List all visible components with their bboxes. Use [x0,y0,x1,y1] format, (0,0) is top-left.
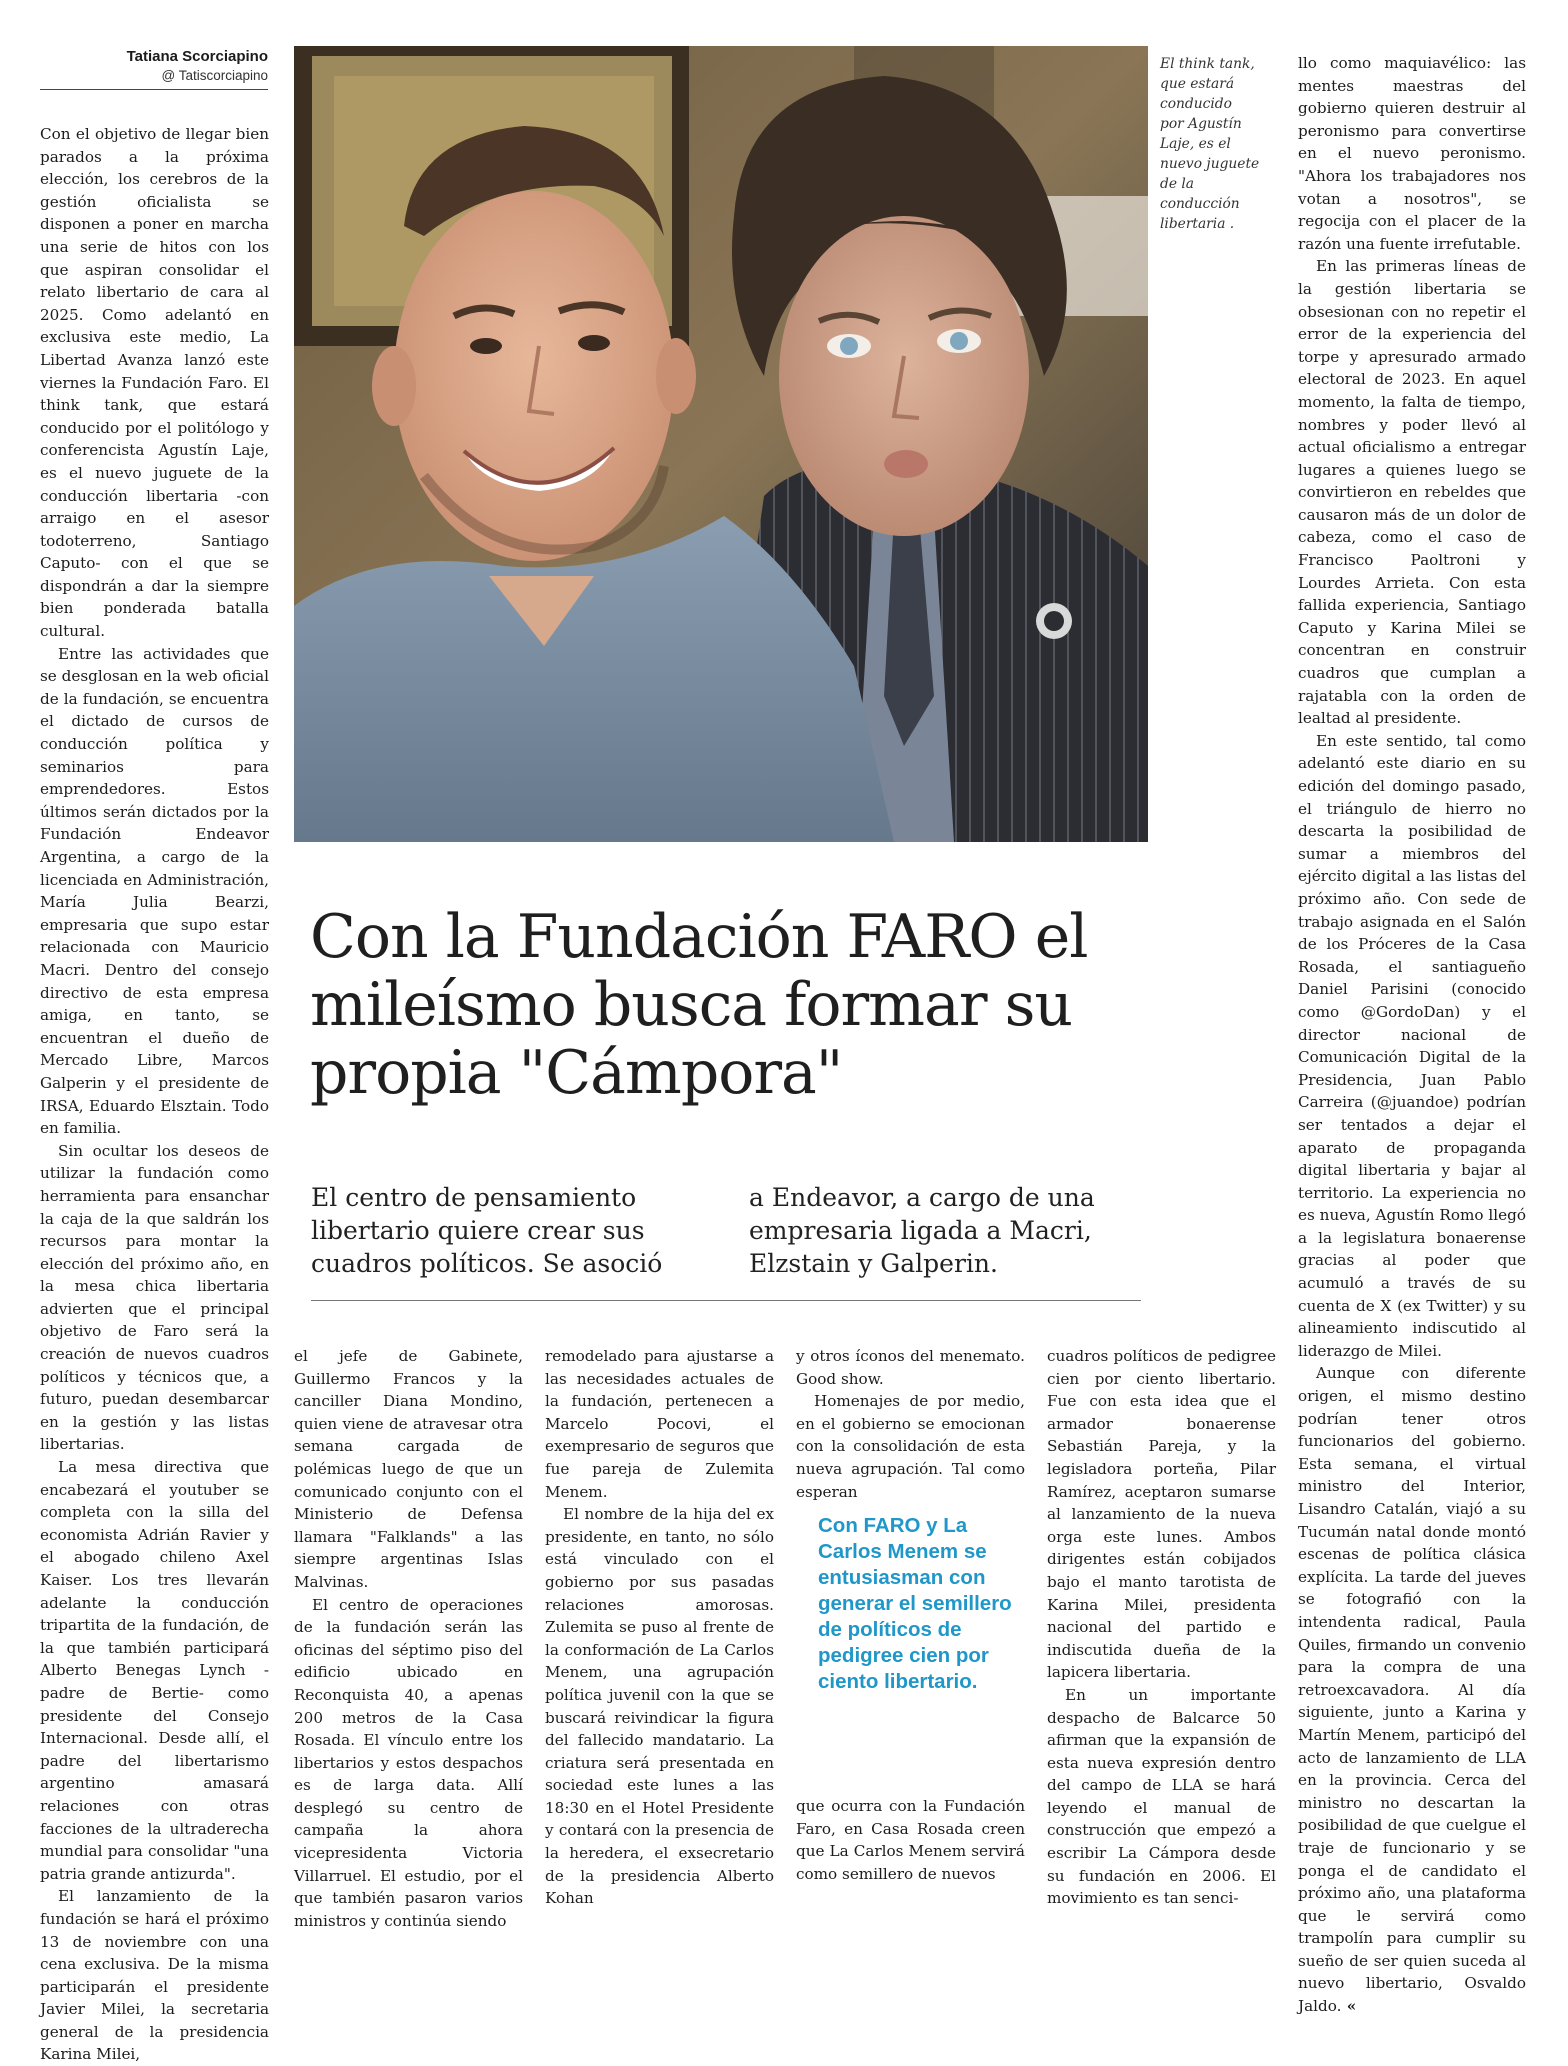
paragraph: remodelado para ajustarse a las necesidades actuales de la fundación, pertenecen a Marcelo Pocovi, el exempresario de seguros que fue pareja de Zulemita Menem. [545,1347,774,1501]
article-column-2 [294,1345,523,1930]
article-column-4-top [796,1345,1025,1501]
deck-part-1: El centro de pensamiento libertario quiere crear sus cuadros políticos. Se asoció [311,1183,663,1278]
paragraph-text: Aunque con diferente origen, el mismo destino podrían tener otros funcionarios del gobierno. Esta semana, el virtual ministro del Interior, Lisandro Catalán, viajó a su Tucumán natal donde montó escenas de política clásica explícita. La tarde del jueves se fotografió con la intendenta radical, Paula Quiles, firmando un convenio para la compra de una retroexcavadora. Al día siguiente, junto a Karina y Martín Menem, participó del acto de lanzamiento de LLA en la provincia. Cerca del ministro no descartan la posibilidad de que cuelgue el traje de funcionario y se ponga el de candidato el próximo año, una plataforma que le servirá como trampolín para cumplir su sueño de ser quien suceda al nuevo libertario, Osvaldo Jaldo. [1298,1364,1526,2016]
paragraph: El nombre de la hija del ex presidente, en tanto, no sólo está vinculado con el gobierno por sus pasadas relaciones amorosas. Zulemita se puso al frente de la conformación de La Carlos Menem, una agrupación política juvenil con la que se buscará reivindicar la figura del fallecido mandatario. La criatura será presentada en sociedad este lunes a las 18:30 en el Hotel Presidente y contará con la presencia de la heredera, el exsecretario de la presidencia Alberto Kohan [545,1505,774,1908]
deck-part-2: a Endeavor, a cargo de una empresaria ligada a Macri, Elzstain y Galperin. [749,1183,1095,1278]
author-name: Tatiana Scorciapino [126,48,268,65]
paragraph: El lanzamiento de la fundación se hará el próximo 13 de noviembre con una cena exclusiva. De la misma participarán el presidente Javier Milei, la secretaria general de la presidencia Karina Milei, [40,1887,269,2064]
paragraph: Entre las actividades que se desglosan en la web oficial de la fundación, se encuentra el dictado de cursos de conducción política y seminarios para emprendedores. Estos últimos serán dictados por la Fundación Endeavor Argentina, a cargo de la licenciada en Administración, María Julia Bearzi, empresaria que supo estar relacionada con Mauricio Macri. Dentro del consejo directivo de esta empresa amiga, en tanto, se encuentran el dueño de Mercado Libre, Marcos Galperin y el presidente de IRSA, Eduardo Elsztain. Todo en familia. [40,644,269,1138]
paragraph: Con el objetivo de llegar bien parados a la próxima elección, los cerebros de la gestión oficialista se disponen a poner en marcha una serie de hitos con los que aspiran consolidar el relato libertario de cara al 2025. Como adelantó en exclusiva este medio, La Libertad Avanza lanzó este viernes la Fundación Faro. El think tank, que estará conducido por el politólogo y conferencista Agustín Laje, es el nuevo juguete de la conducción libertaria -con arraigo en el asesor todoterreno, Santiago Caputo- con el que se dispondrán a dar la siempre bien ponderada batalla cultural. [40,125,269,641]
end-mark: « [1341,1997,1357,2016]
paragraph: Sin ocultar los deseos de utilizar la fundación como herramienta para ensanchar la caja de la que saldrán los recursos para montar la elección del próximo año, en la mesa chica libertaria advierten que el principal objetivo de Faro será la creación de nuevos cuadros políticos y técnicos que, a futuro, puedan desembarcar en la gestión y las listas libertarias. [40,1141,269,1454]
article-column-5 [1047,1345,1276,1908]
paragraph: En las primeras líneas de la gestión libertaria se obsesionan con no repetir el error de la experiencia del torpe y apresurado armado electoral de 2023. En aquel momento, la falta de tiempo, nombres y poder llevó al actual oficialismo a entregar lugares a quienes luego se convirtieron en rebeldes que causaron más de un dolor de cabeza, como el caso de Francisco Paoltroni y Lourdes Arrieta. Con esta fallida experiencia, Santiago Caputo y Karina Milei se concentran en construir cuadros que cumplan a rajatabla con la orden de lealtad al presidente. [1298,257,1526,728]
author-handle: @ Tatiscorciapino [161,68,268,83]
article-photo [294,46,1148,842]
article-column-3 [545,1345,774,1908]
paragraph: el jefe de Gabinete, Guillermo Francos y la canciller Diana Mondino, quien viene de atravesar otra semana cargada de polémicas luego de que un comunicado conjunto con el Ministerio de Defensa llamara "Falklands" a las siempre argentinas Islas Malvinas. [294,1347,523,1591]
article-column-4-bottom [796,1795,1025,1883]
pull-quote: Con FARO y La Carlos Menem se entusiasman con generar el semillero de políticos de pedigree cien por ciento libertario. [818,1514,1012,1693]
paragraph: En un importante despacho de Balcarce 50 afirman que la expansión de esta nueva expresión dentro del campo de LLA se hará leyendo el manual de construcción que empezó a escribir La Cámpora desde su fundación en 2006. El movimiento es tan senci- [1047,1685,1276,1908]
paragraph: llo como maquiavélico: las mentes maestras del gobierno quieren destruir al peronismo para convertirse en el nuevo peronismo. "Ahora los trabajadores nos votan a nosotros", se regocija con el placer de la razón una fuente irrefutable. [1298,54,1526,253]
paragraph: cuadros políticos de pedigree cien por ciento libertario. Fue con esta idea que el armador bonaerense Sebastián Pareja, y la legisladora porteña, Pilar Ramírez, aceptaron sumarse al lanzamiento de la nueva orga este lunes. Ambos dirigentes están cobijados bajo el manto tarotista de Karina Milei, presidenta nacional del partido e indiscutida dueña de la lapicera libertaria. [1047,1347,1276,1682]
paragraph: y otros íconos del menemato. Good show. [796,1347,1025,1388]
photo-illustration [294,46,1148,842]
article-column-6 [1298,52,1526,2016]
paragraph: La mesa directiva que encabezará el youtuber se completa con la silla del economista Adrián Ravier y el abogado chileno Axel Kaiser. Los tres llevarán adelante la conducción tripartita de la fundación, de la que también participará Alberto Benegas Lynch -padre de Bertie- como presidente del Consejo Internacional. Desde allí, el padre del libertarismo argentino amasará relaciones con otras facciones de la ultraderecha mundial para consolidar "una patria grande antizurda". [40,1458,269,1883]
byline-divider [40,89,268,90]
paragraph [1298,1362,1526,2017]
paragraph: que ocurra con la Fundación Faro, en Casa Rosada creen que La Carlos Menem servirá como semillero de nuevos [796,1797,1025,1883]
paragraph: El centro de operaciones de la fundación serán las oficinas del séptimo piso del edificio ubicado en Reconquista 40, a apenas 200 metros de la Casa Rosada. El vínculo entre los libertarios y estos despachos es de larga data. Allí desplegó su centro de campaña la ahora vicepresidenta Victoria Villarruel. El estudio, por el que también pasaron varios ministros y continúa siendo [294,1595,523,1930]
article-column-1 [40,123,269,2064]
paragraph: Homenajes de por medio, en el gobierno se emocionan con la consolidación de esta nueva agrupación. Tal como esperan [796,1392,1025,1501]
headline: Con la Fundación FARO el mileísmo busca formar su propia "Cámpora" [310,902,1088,1108]
paragraph: En este sentido, tal como adelantó este diario en su edición del domingo pasado, el triángulo de hierro no descarta la posibilidad de sumar a miembros del ejército digital a las listas del próximo año. Con sede de trabajo asignada en el Salón de los Próceres de la Casa Rosada, el santiagueño Daniel Parisini (conocido como @GordoDan) y el director nacional de Comunicación Digital de la Presidencia, Juan Pablo Carreira (@juandoe) podrían ser tentados a dejar el aparato de propaganda digital libertaria y bajar al territorio. La experiencia no es nueva, Agustín Romo llegó a la legislatura bonaerense gracias al poder que acumuló a través de su cuenta de X (ex Twitter) y su alineamiento indiscutido al liderazgo de Milei. [1298,731,1526,1360]
photo-caption: El think tank, que estará conducido por Agustín Laje, es el nuevo juguete de la conducción libertaria . [1160,56,1260,232]
deck-divider [311,1300,1141,1301]
